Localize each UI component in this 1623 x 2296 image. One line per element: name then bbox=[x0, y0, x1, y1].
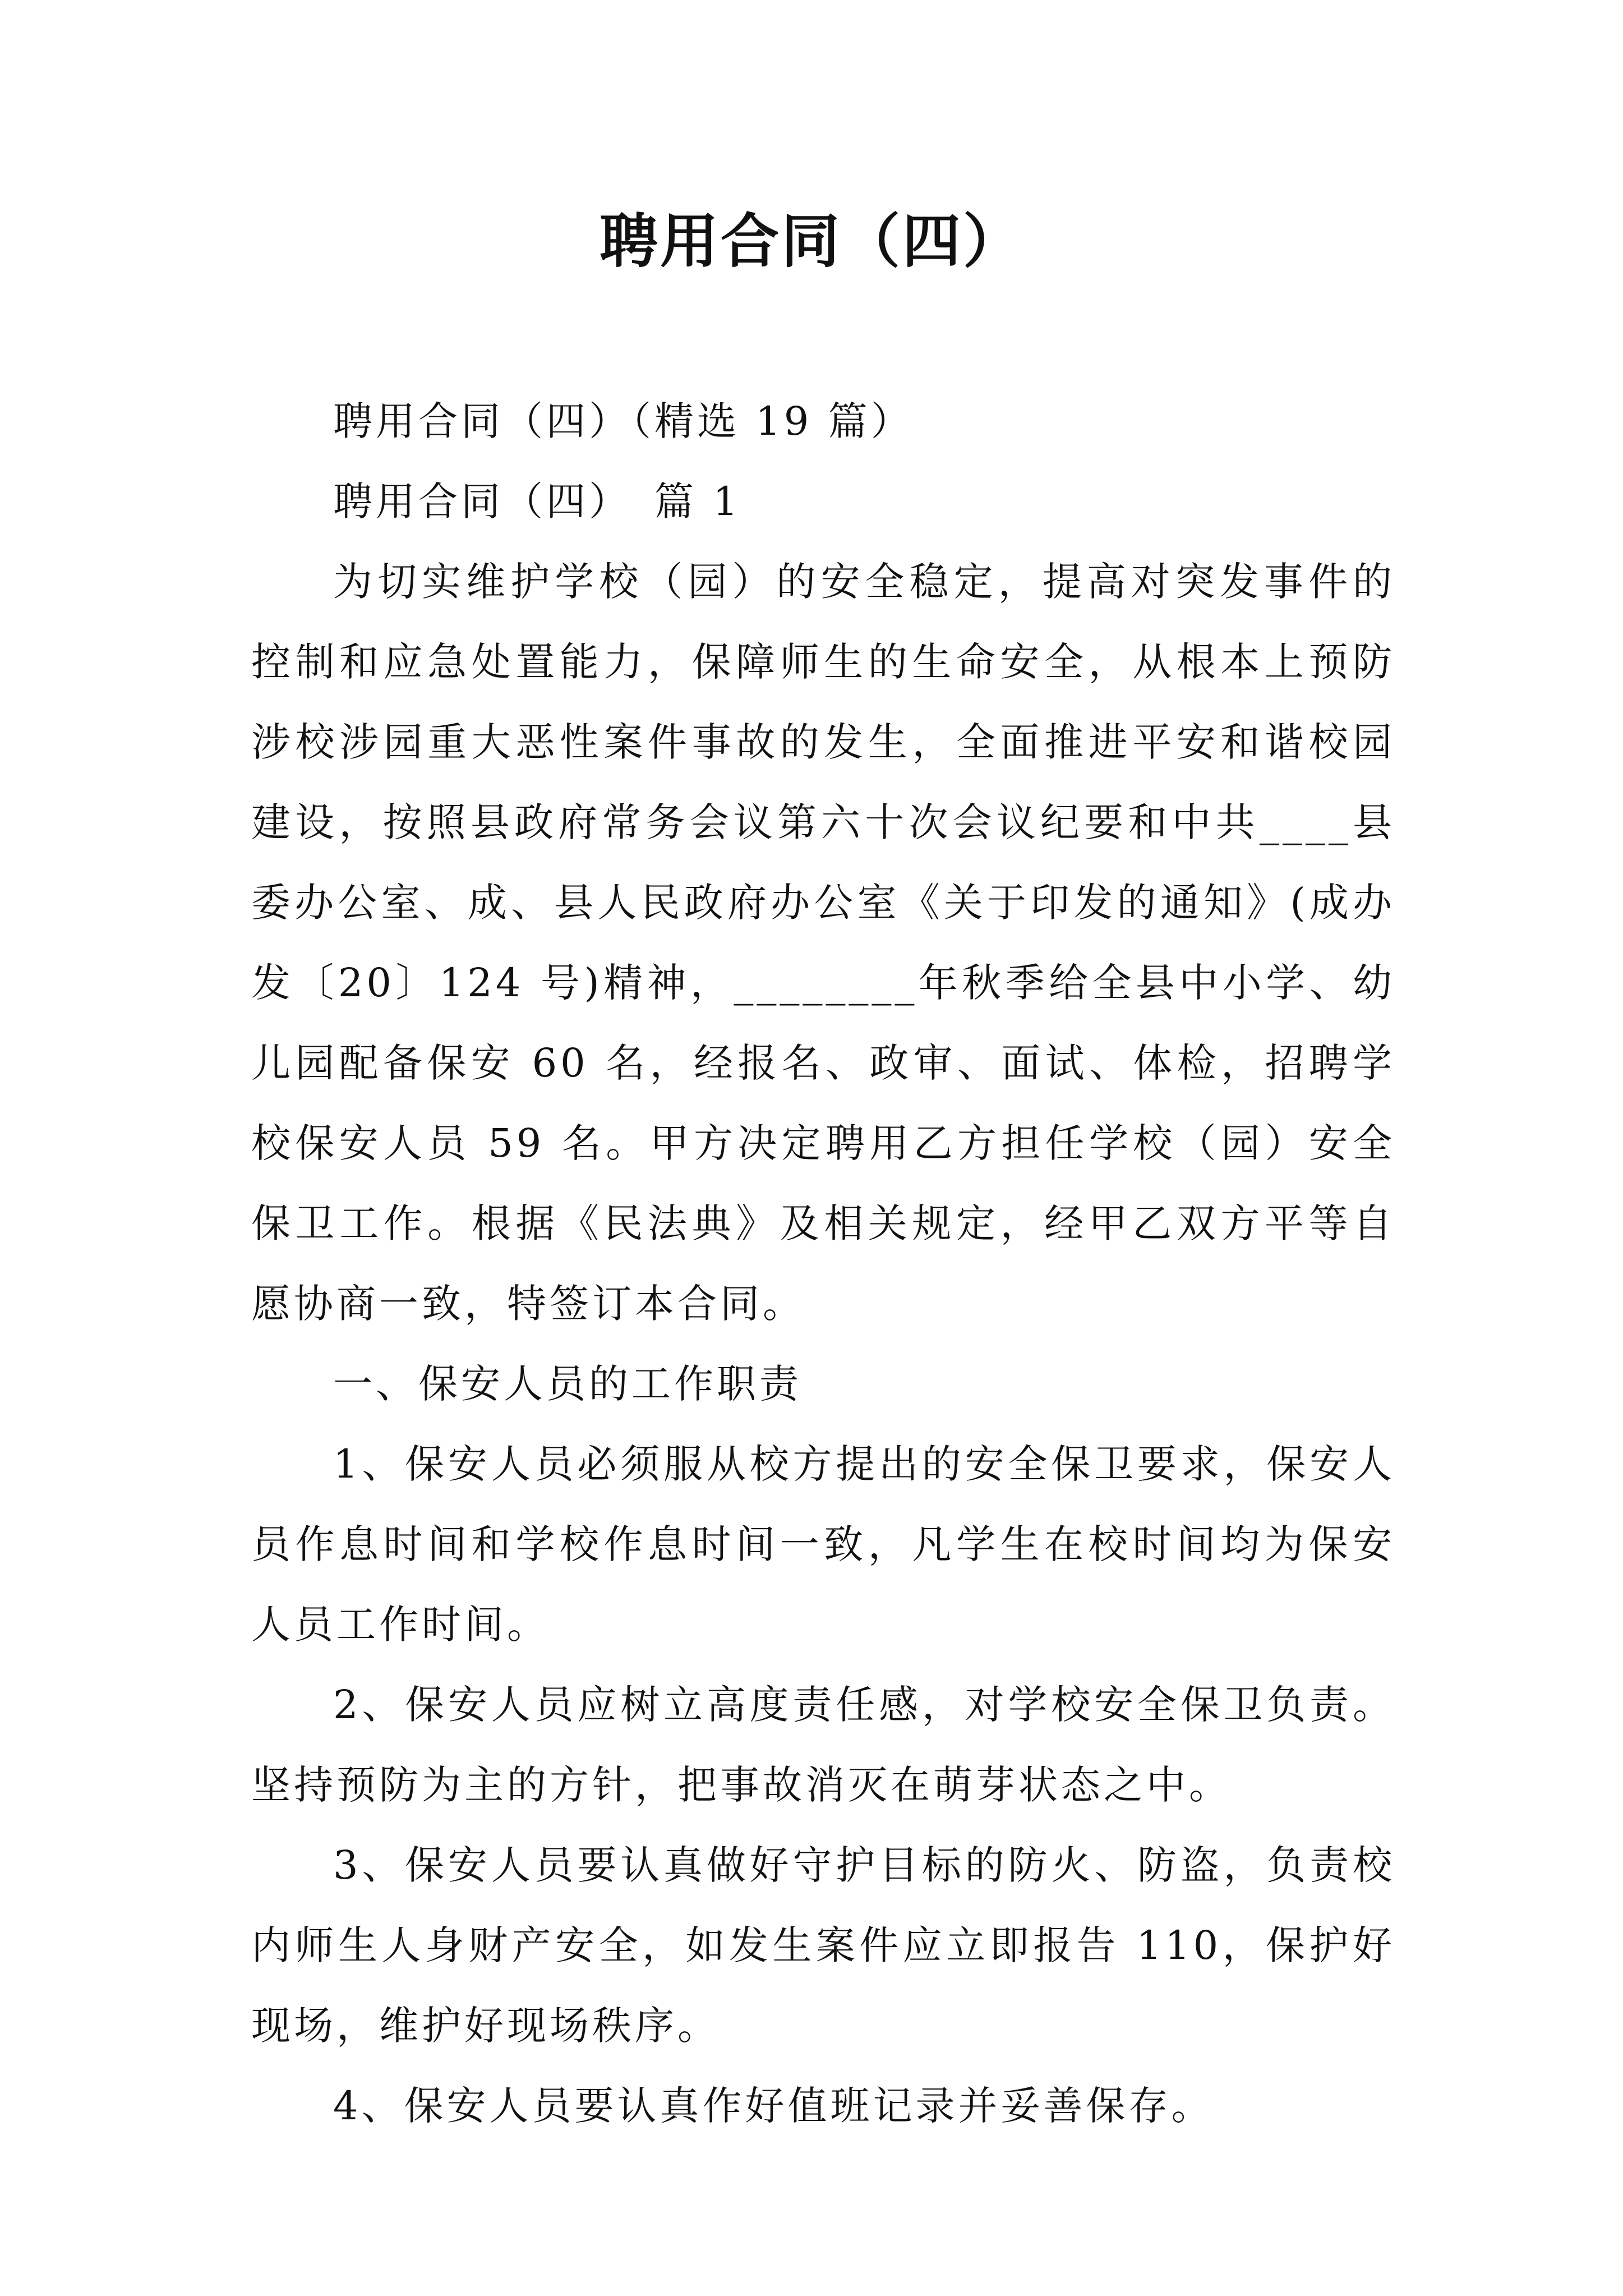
duty-item-3: 3、保安人员要认真做好守护目标的防火、防盗，负责校内师生人身财产安全，如发生案件应立即报告 110，保护好现场，维护好现场秩序。 bbox=[251, 1842, 1395, 2049]
section-heading: 聘用合同（四） 篇 1 bbox=[333, 478, 741, 524]
duty-item-2: 2、保安人员应树立高度责任感，对学校安全保卫负责。坚持预防为主的方针，把事故消灭在萌芽状态之中。 bbox=[251, 1682, 1395, 1808]
subtitle-line: 聘用合同（四）（精选 19 篇） bbox=[333, 398, 914, 444]
duties-heading: 一、保安人员的工作职责 bbox=[333, 1361, 802, 1407]
duty-item-1: 1、保安人员必须服从校方提出的安全保卫要求，保安人员作息时间和学校作息时间一致，凡学生在校时间均为保安人员工作时间。 bbox=[251, 1441, 1395, 1648]
intro-paragraph: 为切实维护学校（园）的安全稳定，提高对突发事件的控制和应急处置能力，保障师生的生命安全，从根本上预防涉校涉园重大恶性案件事故的发生，全面推进平安和谐校园建设，按照县政府常务会议第六十次会议纪要和中共____县委办公室、成、县人民政府办公室《关于印发的通知》(成办发〔20〕124 号)精神，________年秋季给全县中小学、幼儿园配备保安 60 名，经报名、政审、面试、体检，招聘学校保安人员 59 名。甲方决定聘用乙方担任学校（园）安全保卫工作。根据《民法典》及相关规定，经甲乙双方平等自愿协商一致，特签订本合同。 bbox=[251, 559, 1395, 1327]
duty-item-4: 4、保安人员要认真作好值班记录并妥善保存。 bbox=[333, 2083, 1214, 2129]
document-body bbox=[251, 381, 1395, 2146]
document-title: 聘用合同（四） bbox=[599, 207, 1023, 275]
